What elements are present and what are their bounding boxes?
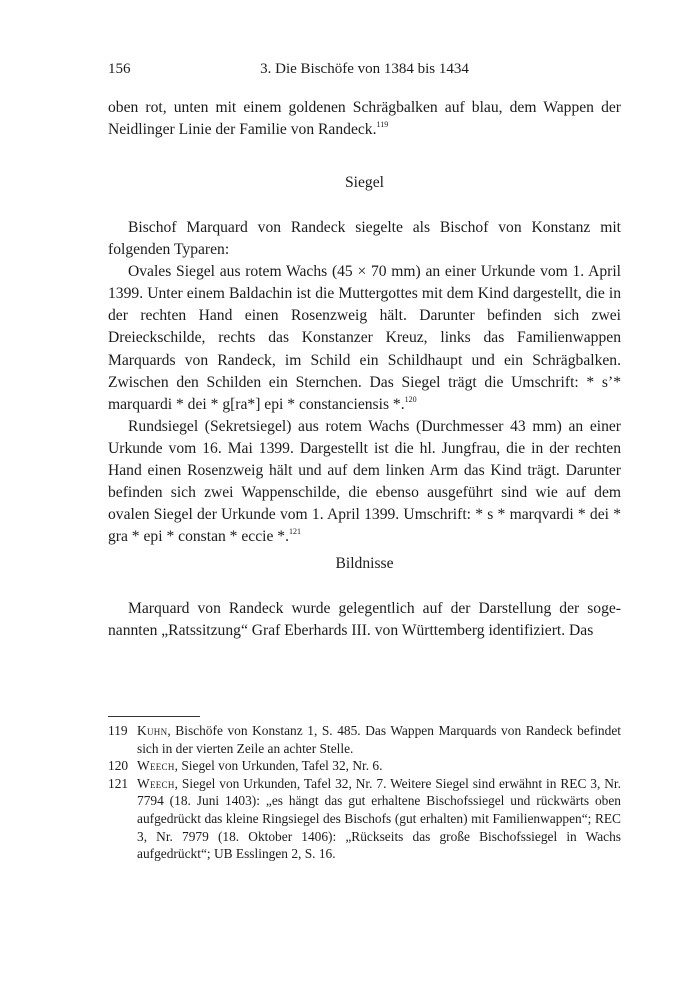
footnote-separator [108,716,200,717]
section-heading-bildnisse: Bildnisse [335,555,394,572]
footnote-author: Kuhn [137,723,168,738]
page-header [108,61,621,83]
footnote-ref-119[interactable]: 119 [376,119,389,129]
siegel-paragraph-1: Bischof Marquard von Randeck siegelte als Bischof von Konstanz mit folgenden Typaren: [108,219,621,259]
footnote-119 [108,722,621,757]
siegel-paragraph-oval-seal: Ovales Siegel aus rotem Wachs (45 × 70 mm) an einer Urkunde vom 1. April 1399. Unter einem Baldachin ist die Muttergottes mit dem Kind dargestellt, die in der rechten Hand einen Rosenzweig hält. Darunter befinden sich zwei Dreieckschilde, rechts das Konstanzer Kreuz, links das Familienwappen Marquards von Randeck, im Schild ein Schildhaupt und ein Schrägbalken. Zwischen den Schilden ein Sternchen. Das Siegel trägt die Umschrift: * s’* marquardi * dei * g[ra*] epi * constanciensis *.$^{120}$ [108,263,621,413]
intro-paragraph: oben rot, unten mit einem goldenen Schrägbalken auf blau, dem Wappen der Neidlinger Linie der Familie von Randeck.$^{119}$ [108,99,621,139]
siegel-paragraph-round-seal: Rundsiegel (Sekretsiegel) aus rotem Wachs (Durchmesser 43 mm) an einer Urkunde vom 16. Mai 1399. Dargestellt ist die hl. Jungfrau, die in der rechten Hand einen Rosenzweig hält und auf dem linken Arm das Kind trägt. Darunter befinden sich zwei Wappenschilde, die ebenso ausgeführt sind wie auf dem ovalen Siegel der Urkunde vom 1. April 1399. Umschrift: * s * marqvardi * dei * gra * epi * constan * eccie *.$^{121}$ [108,417,621,546]
book-page [108,0,621,988]
footnote-text: , Siegel von Urkunden, Tafel 32, Nr. 6. [174,758,383,774]
footnote-number: 119 [108,723,128,738]
footnote-ref-120[interactable]: 120 [404,394,417,404]
footnote-text: , Siegel von Urkunden, Tafel 32, Nr. 7. Weitere Siegel sind erwähnt in REC 3, Nr. 7794 (18. Juni 1403): „es hängt das gut erhaltene Bischofssiegel und rückwärts oben aufgedrückt das kleine Ringsiegel des Bischofs (gut erhalten) mit Familienwappen“; REC 3, Nr. 7979 (18. Oktober 1406): „Rückseits das große Bischofssiegel in Wachs aufgedrückt“; UB Esslingen 2, S. 16. [137,775,621,862]
footnote-number: 120 [108,758,129,774]
footnote-number: 121 [108,775,129,791]
running-title: 3. Die Bischöfe von 1384 bis 1434 [260,61,469,77]
intro-paragraph-block [108,97,621,141]
footnote-121 [108,775,621,863]
siegel-section [108,217,621,548]
bildnisse-section [108,598,621,642]
footnote-120 [108,757,621,775]
footnote-author: Weech [137,775,175,791]
footnotes [108,722,621,863]
footnote-text: , Bischöfe von Konstanz 1, S. 485. Das Wappen Marquards von Randeck befindet sich in der vierten Zeile an achter Stelle. [137,723,621,756]
bildnisse-paragraph-1: Marquard von Randeck wurde gelegentlich auf der Darstellung der sogenannten „Ratssitzung“ Graf Eberhards III. von Württemberg identifiziert. Das [108,600,621,640]
footnote-ref-121[interactable]: 121 [289,527,301,537]
footnote-author: Weech [137,758,175,774]
section-heading-siegel: Siegel [345,174,384,191]
page-number: 156 [108,61,131,77]
